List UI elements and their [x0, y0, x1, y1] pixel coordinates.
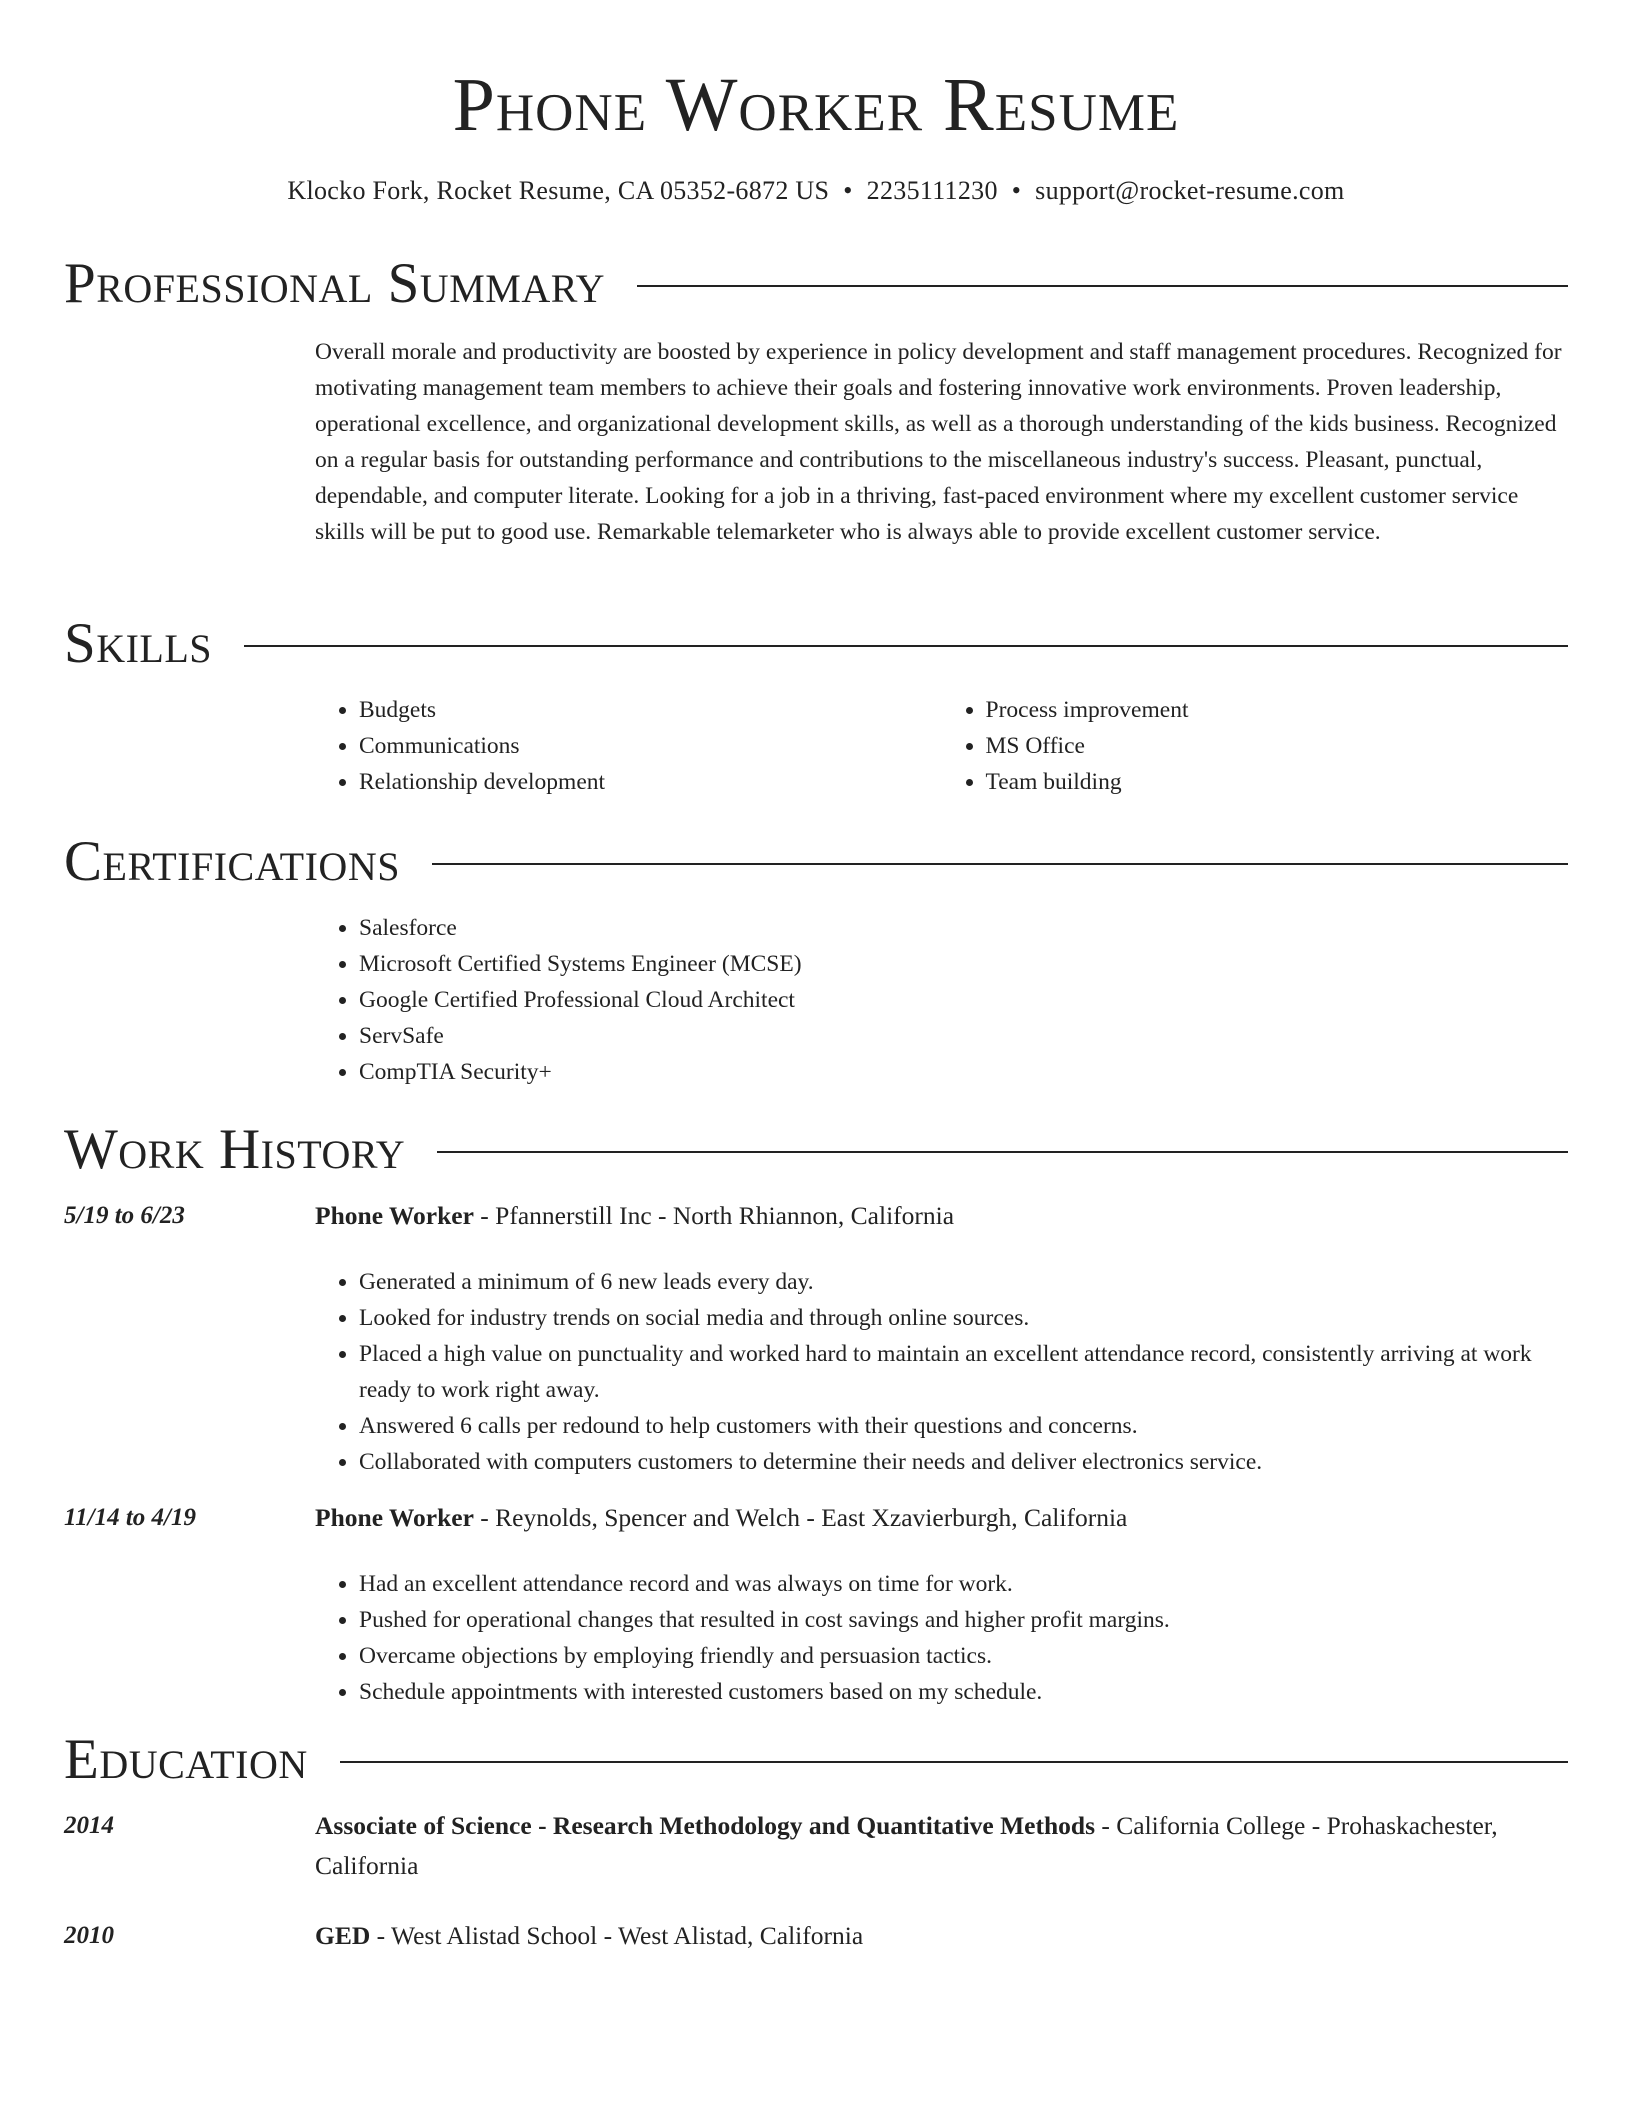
contact-separator: • [1011, 176, 1022, 205]
contact-email[interactable]: support@rocket-resume.com [1035, 176, 1345, 205]
job-title: Phone Worker [315, 1503, 474, 1532]
job-details: - Pfannerstill Inc - North Rhiannon, California [473, 1201, 955, 1230]
education-section-header [64, 1728, 1568, 1792]
certification-item: • ServSafe [359, 1018, 1568, 1054]
job-bullet: • Looked for industry trends on social media and through online sources. [359, 1300, 1568, 1336]
contact-address: Klocko Fork, Rocket Resume, CA 05352-6872 US [287, 176, 830, 205]
certifications-list [315, 910, 1568, 1090]
skills-right-list [942, 692, 1569, 800]
section-divider [637, 285, 1568, 287]
job-header [315, 1498, 1568, 1538]
education-degree: GED [315, 1921, 371, 1950]
skills-section-header [64, 612, 1568, 676]
education-details: - West Alistad School - West Alistad, California [370, 1921, 864, 1950]
contact-separator: • [843, 176, 853, 205]
skill-item: • Communications [359, 728, 942, 764]
contact-phone: 2235111230 [866, 176, 998, 205]
education-header [315, 1916, 1568, 1956]
job-bullets-block [315, 1566, 1568, 1710]
page-title: Phone Worker Resume [452, 63, 1180, 147]
summary-section-header [64, 252, 1568, 316]
certifications-block [315, 910, 1568, 1090]
education-entry [315, 1806, 1568, 1886]
job-bullets-block [315, 1264, 1568, 1480]
job-bullet: • Collaborated with computers customers to determine their needs and deliver electronics service. [359, 1444, 1568, 1480]
job-bullet: • Had an excellent attendance record and was always on time for work. [359, 1566, 1568, 1602]
job-dates: 11/14 to 4/19 [64, 1504, 196, 1531]
section-divider [340, 1761, 1568, 1763]
section-divider [244, 645, 1568, 647]
certifications-section-header [64, 830, 1568, 894]
certification-item: • Salesforce [359, 910, 1568, 946]
job-bullets [315, 1566, 1568, 1710]
skill-item: • Process improvement [986, 692, 1569, 728]
education-entry [315, 1916, 1568, 1956]
certification-item: • Google Certified Professional Cloud Architect [359, 982, 1568, 1018]
certifications-heading: Certifications [64, 830, 400, 893]
skill-item: • Team building [986, 764, 1569, 800]
work-heading: Work History [64, 1118, 406, 1181]
job-dates: 5/19 to 6/23 [64, 1202, 185, 1229]
skills-block [315, 692, 1568, 800]
job-bullet: • Overcame objections by employing friendly and persuasion tactics. [359, 1638, 1568, 1674]
skill-item: • Budgets [359, 692, 942, 728]
job-bullets [315, 1264, 1568, 1480]
section-divider [437, 1151, 1568, 1153]
education-degree: Associate of Science - Research Methodology and Quantitative Methods [315, 1811, 1096, 1840]
skills-heading: Skills [64, 612, 213, 675]
education-header [315, 1806, 1568, 1886]
certification-item: • Microsoft Certified Systems Engineer (MCSE) [359, 946, 1568, 982]
work-section-header [64, 1118, 1568, 1182]
skill-item: • MS Office [986, 728, 1569, 764]
summary-block [315, 334, 1568, 550]
summary-heading: Professional Summary [64, 252, 606, 315]
job-details: - Reynolds, Spencer and Welch - East Xzavierburgh, California [473, 1503, 1128, 1532]
job-entry [315, 1498, 1568, 1538]
skill-item: • Relationship development [359, 764, 942, 800]
education-details: - California College - Prohaskachester, California [315, 1811, 1498, 1880]
job-bullet: • Placed a high value on punctuality and worked hard to maintain an excellent attendance record, consistently arriving at work ready to work right away. [359, 1336, 1568, 1408]
section-divider [432, 863, 1568, 865]
job-bullet: • Schedule appointments with interested customers based on my schedule. [359, 1674, 1568, 1710]
job-bullet: • Answered 6 calls per redound to help customers with their questions and concerns. [359, 1408, 1568, 1444]
certification-item: • CompTIA Security+ [359, 1054, 1568, 1090]
education-year: 2014 [64, 1812, 114, 1839]
skills-left-list [315, 692, 942, 800]
job-bullet: • Generated a minimum of 6 new leads every day. [359, 1264, 1568, 1300]
job-header [315, 1196, 1568, 1236]
education-year: 2010 [64, 1922, 114, 1949]
contact-line [64, 174, 1568, 208]
job-bullet: • Pushed for operational changes that resulted in cost savings and higher profit margins. [359, 1602, 1568, 1638]
job-entry [315, 1196, 1568, 1236]
education-heading: Education [64, 1728, 308, 1791]
job-title: Phone Worker [315, 1201, 474, 1230]
summary-text: Overall morale and productivity are boosted by experience in policy development and staff management procedures. Recognized for motivating management team members to achieve their goals and fostering innovative work environments. Proven leadership, operational excellence, and organizational development skills, as well as a thorough understanding of the kids business. Recognized on a regular basis for outstanding performance and contributions to the miscellaneous industry's success. Pleasant, punctual, dependable, and computer literate. Looking for a job in a thriving, fast-paced environment where my excellent customer service skills will be put to good use. Remarkable telemarketer who is always able to provide excellent customer service. [315, 339, 1562, 545]
